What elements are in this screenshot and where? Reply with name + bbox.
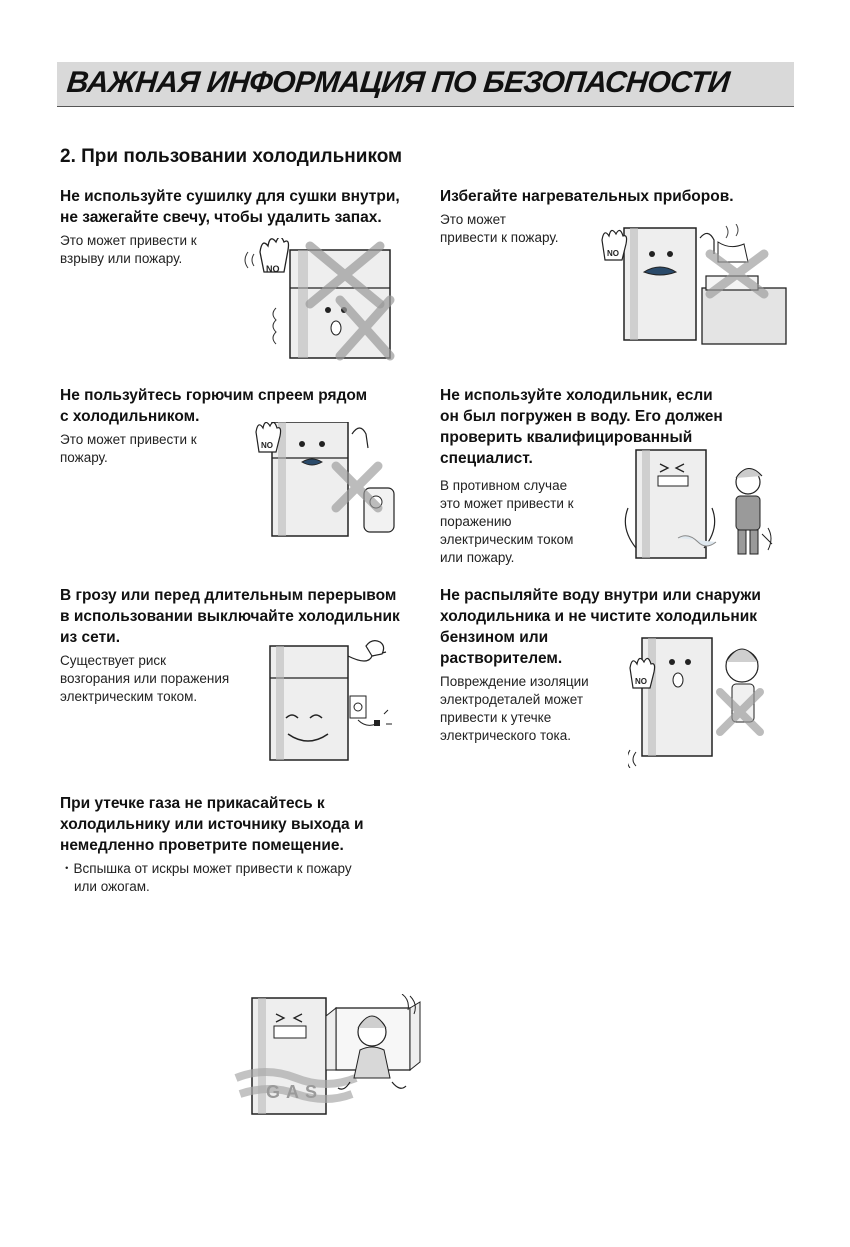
item-heading: При утечке газа не прикасайтесь к холодильнику или источнику выхода и немедленно проветрите помещение. — [60, 795, 364, 854]
svg-text:GAS: GAS — [266, 1082, 324, 1102]
item-body: Это может привести к пожару. — [60, 432, 197, 465]
item-body: ・Вспышка от искры может привести к пожару или ожогам. — [60, 861, 352, 894]
fridge-gas-window-icon — [232, 994, 424, 1124]
fridge-spray-icon — [240, 422, 408, 538]
illustration-heater — [590, 224, 790, 348]
page-title: ВАЖНАЯ ИНФОРМАЦИЯ ПО БЕЗОПАСНОСТИ — [65, 66, 731, 99]
section-title: 2. При пользовании холодильником — [60, 146, 403, 167]
item-body: Это может привести к взрыву или пожару. — [60, 233, 197, 266]
svg-text:NO: NO — [635, 677, 647, 686]
svg-text:NO: NO — [607, 249, 619, 258]
item-heading: В грозу или перед длительным перерывом в использовании выключайте холодильник из сети. — [60, 587, 400, 646]
item-heading: Не используйте сушилку для сушки внутри, не зажегайте свечу, чтобы удалить запах. — [60, 188, 400, 226]
fridge-heater-icon — [590, 224, 790, 348]
illustration-dryer-candle — [240, 238, 400, 366]
item-heading: Не распыляйте воду внутри или снаружи холодильника и не чистите холодильник бензином или растворителем. — [440, 587, 761, 667]
fridge-girl-icon — [628, 632, 778, 768]
illustration-submerged — [608, 448, 776, 564]
svg-text:NO: NO — [266, 264, 280, 274]
fridge-icon — [240, 238, 400, 366]
item-heading: Не пользуйтесь горючим спреем рядом с холодильником. — [60, 387, 368, 425]
item-heading: Не используйте холодильник, если он был погружен в воду. Его должен проверить квалифицированный специалист. — [440, 387, 723, 467]
item-heading: Избегайте нагревательных приборов. — [440, 188, 734, 205]
item-body: Это может привести к пожару. — [440, 212, 559, 245]
header-banner — [57, 62, 794, 107]
item-body: Повреждение изоляции электродеталей может привести к утечке электрического тока. — [440, 674, 589, 743]
safety-item-gas-leak — [60, 793, 440, 896]
illustration-gas-leak — [232, 994, 424, 1124]
illustration-spray — [240, 422, 408, 538]
fridge-plug-icon — [266, 636, 396, 764]
illustration-water-spray — [628, 632, 778, 768]
illustration-unplug — [266, 636, 396, 764]
item-body: Существует риск возгорания или поражения электрическим током. — [60, 653, 230, 704]
fridge-technician-icon — [608, 448, 776, 564]
svg-text:NO: NO — [261, 441, 273, 450]
item-body: В противном случае это может привести к поражению электрическим током или пожару. — [440, 478, 574, 565]
